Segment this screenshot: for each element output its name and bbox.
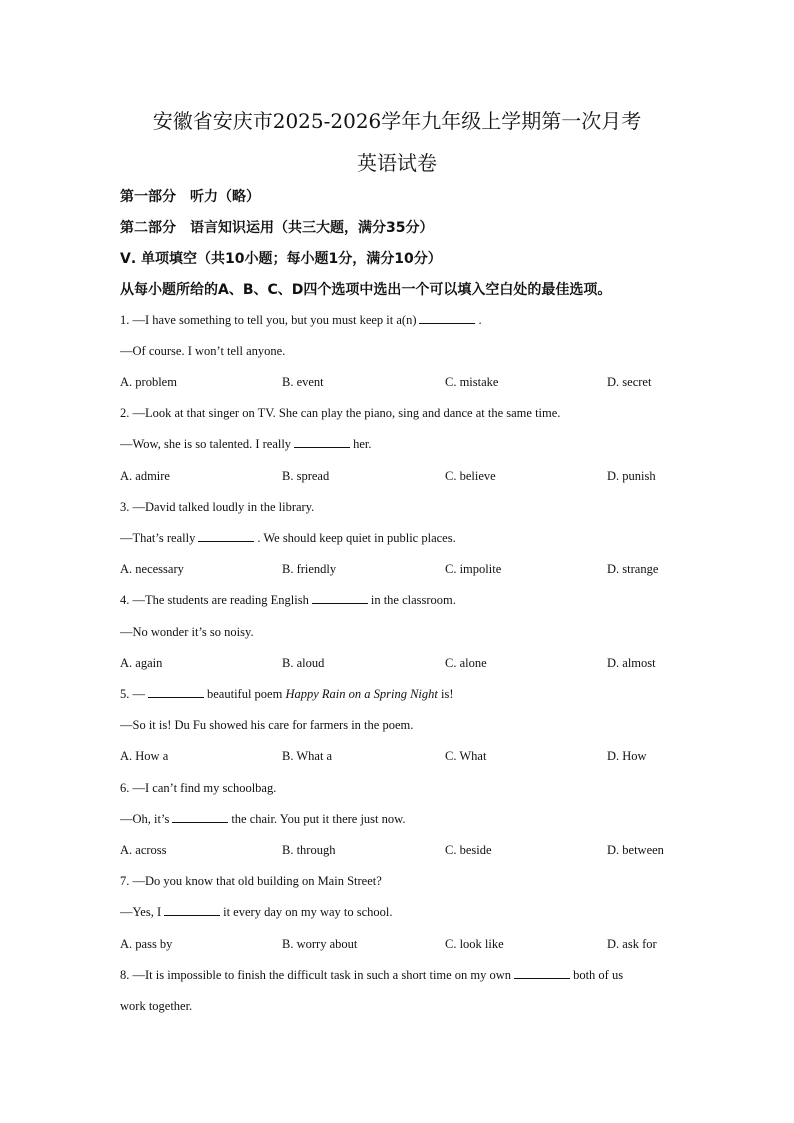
question-6-option-d: D. between xyxy=(607,843,664,857)
section-five-heading: Ⅴ. 单项填空（共10小题；每小题1分，满分10分） xyxy=(120,251,442,267)
poem-title: Happy Rain on a Spring Night xyxy=(285,687,438,701)
question-5-reply: —So it is! Du Fu showed his care for farmers in the poem. xyxy=(120,718,414,732)
question-6-reply: —Oh, it’s the chair. You put it there just now. xyxy=(120,812,406,826)
question-1-prompt: 1. —I have something to tell you, but you must keep it a(n) . xyxy=(120,313,482,327)
answer-blank xyxy=(514,968,570,979)
answer-blank xyxy=(164,905,220,916)
question-5-prompt: 5. — beautiful poem Happy Rain on a Spring Night is! xyxy=(120,687,454,701)
question-4-reply: —No wonder it’s so noisy. xyxy=(120,625,254,639)
answer-blank xyxy=(198,531,254,542)
question-8-prompt: 8. —It is impossible to finish the difficult task in such a short time on my own both of us xyxy=(120,968,624,982)
question-2-option-c: C. believe xyxy=(445,469,496,483)
question-6-option-b: B. through xyxy=(282,843,336,857)
question-5-option-a: A. How a xyxy=(120,749,169,763)
question-1-option-d: D. secret xyxy=(607,375,652,389)
question-7-option-d: D. ask for xyxy=(607,937,657,951)
exam-subtitle: 英语试卷 xyxy=(357,151,437,175)
question-2-prompt: 2. —Look at that singer on TV. She can play the piano, sing and dance at the same time. xyxy=(120,406,561,420)
question-6-prompt: 6. —I can’t find my schoolbag. xyxy=(120,781,277,795)
question-7-reply: —Yes, I it every day on my way to school. xyxy=(120,905,393,919)
question-4-option-c: C. alone xyxy=(445,656,487,670)
question-3-option-a: A. necessary xyxy=(120,562,184,576)
answer-blank xyxy=(312,593,368,604)
question-5-option-c: C. What xyxy=(445,749,487,763)
question-2-option-d: D. punish xyxy=(607,469,656,483)
question-1-option-a: A. problem xyxy=(120,375,177,389)
question-8-continuation: work together. xyxy=(120,999,193,1013)
question-3-reply: —That’s really . We should keep quiet in public places. xyxy=(120,531,456,545)
question-2-option-a: A. admire xyxy=(120,469,170,483)
instruction-text: 从每小题所给的A、B、C、D四个选项中选出一个可以填入空白处的最佳选项。 xyxy=(120,282,612,298)
question-3-prompt: 3. —David talked loudly in the library. xyxy=(120,500,315,514)
answer-blank xyxy=(148,687,204,698)
question-3-option-c: C. impolite xyxy=(445,562,502,576)
question-7-option-b: B. worry about xyxy=(282,937,358,951)
question-4-option-a: A. again xyxy=(120,656,163,670)
question-4-option-d: D. almost xyxy=(607,656,656,670)
question-3-option-b: B. friendly xyxy=(282,562,337,576)
question-4-option-b: B. aloud xyxy=(282,656,325,670)
question-5-option-b: B. What a xyxy=(282,749,333,763)
answer-blank xyxy=(172,812,228,823)
question-3-option-d: D. strange xyxy=(607,562,659,576)
question-7-option-a: A. pass by xyxy=(120,937,173,951)
answer-blank xyxy=(294,437,350,448)
part-one-heading: 第一部分 听力（略） xyxy=(120,189,260,205)
answer-blank xyxy=(419,313,475,324)
question-6-option-a: A. across xyxy=(120,843,167,857)
question-2-reply: —Wow, she is so talented. I really her. xyxy=(120,437,372,451)
question-1-option-c: C. mistake xyxy=(445,375,499,389)
question-6-option-c: C. beside xyxy=(445,843,492,857)
question-1-reply: —Of course. I won’t tell anyone. xyxy=(120,344,286,358)
part-two-heading: 第二部分 语言知识运用（共三大题，满分35分） xyxy=(120,220,434,236)
exam-title: 安徽省安庆市2025-2026学年九年级上学期第一次月考 xyxy=(152,109,642,133)
question-7-prompt: 7. —Do you know that old building on Main Street? xyxy=(120,874,382,888)
question-2-option-b: B. spread xyxy=(282,469,330,483)
question-7-option-c: C. look like xyxy=(445,937,504,951)
question-4-prompt: 4. —The students are reading English in the classroom. xyxy=(120,593,456,607)
question-1-option-b: B. event xyxy=(282,375,324,389)
question-5-option-d: D. How xyxy=(607,749,647,763)
